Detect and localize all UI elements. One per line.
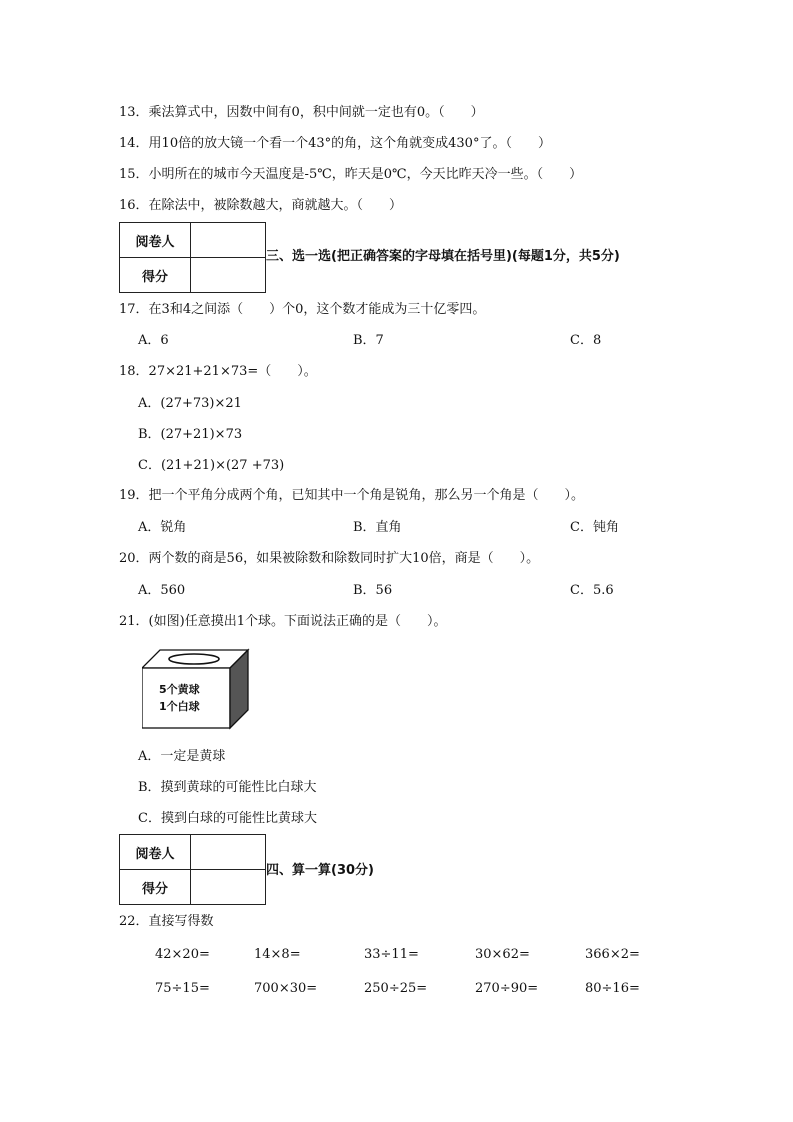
calc-item: 80÷16= (585, 981, 640, 996)
grader-table (119, 834, 266, 905)
question-22 (119, 913, 214, 931)
question-number: 15． (119, 167, 149, 182)
option-a: A．(27+73)×21 (138, 396, 242, 411)
question-number: 18． (119, 364, 149, 379)
ball-box-figure (142, 648, 252, 730)
question-number: 16． (119, 198, 149, 213)
option-c: C．钝角 (570, 520, 619, 535)
figure-label-yellow: 5个黄球 (159, 683, 200, 696)
question-text: 乘法算式中，因数中间有0，积中间就一定也有0。（ ） (148, 105, 484, 120)
question-text: 两个数的商是56，如果被除数和除数同时扩大10倍，商是（ ）。 (148, 551, 540, 566)
option-a: A．560 (138, 583, 186, 598)
score-label: 得分 (120, 870, 191, 905)
question-text: 用10倍的放大镜一个看一个43°的角，这个角就变成430°了。（ ） (148, 136, 551, 151)
question-13 (119, 104, 484, 122)
option-b: B．摸到黄球的可能性比白球大 (138, 780, 317, 795)
calc-item: 75÷15= (155, 981, 210, 996)
option-c: C．摸到白球的可能性比黄球大 (138, 811, 317, 826)
question-15 (119, 166, 582, 184)
question-14 (119, 135, 551, 153)
question-text: 在除法中，被除数越大，商就越大。（ ） (148, 198, 403, 213)
section-3-title: 三、选一选(把正确答案的字母填在括号里)(每题1分，共5分) (266, 249, 620, 264)
option-a: A．一定是黄球 (138, 749, 226, 764)
question-number: 14． (119, 136, 149, 151)
question-number: 21． (119, 614, 149, 629)
question-19 (119, 487, 584, 505)
grader-field (191, 223, 266, 258)
option-b: B．直角 (353, 520, 402, 535)
question-text: 把一个平角分成两个角，已知其中一个角是锐角，那么另一个角是（ ）。 (148, 488, 585, 503)
question-16 (119, 197, 402, 215)
question-text: (如图)任意摸出1个球。下面说法正确的是（ ）。 (148, 614, 447, 629)
calc-item: 33÷11= (364, 947, 419, 962)
option-c: C．(21+21)×(27 +73) (138, 458, 285, 473)
question-text: 小明所在的城市今天温度是-5℃，昨天是0℃，今天比昨天冷一些。（ ） (148, 167, 583, 182)
score-field (191, 870, 266, 905)
calc-item: 250÷25= (364, 981, 428, 996)
score-label: 得分 (120, 258, 191, 293)
option-c: C．8 (570, 333, 602, 348)
calc-item: 270÷90= (475, 981, 539, 996)
score-field (191, 258, 266, 293)
question-number: 20． (119, 551, 149, 566)
option-b: B．(27+21)×73 (138, 427, 243, 442)
question-text: 在3和4之间添（ ）个0，这个数才能成为三十亿零四。 (148, 302, 486, 317)
grader-label: 阅卷人 (120, 835, 191, 870)
question-text: 27×21+21×73=（ ）。 (148, 364, 317, 379)
box-front-face (142, 668, 230, 728)
calc-item: 42×20= (155, 947, 210, 962)
grader-table (119, 222, 266, 293)
calc-item: 366×2= (585, 947, 640, 962)
question-number: 22． (119, 914, 149, 929)
option-b: B．7 (353, 333, 384, 348)
question-number: 19． (119, 488, 149, 503)
calc-item: 14×8= (254, 947, 301, 962)
option-c: C．5.6 (570, 583, 614, 598)
option-a: A．6 (138, 333, 169, 348)
grader-field (191, 835, 266, 870)
option-b: B．56 (353, 583, 393, 598)
question-20 (119, 550, 539, 568)
question-18 (119, 363, 317, 381)
calc-item: 700×30= (254, 981, 318, 996)
section-4-title: 四、算一算(30分) (266, 863, 374, 878)
calc-item: 30×62= (475, 947, 530, 962)
question-text: 直接写得数 (148, 914, 214, 929)
question-21 (119, 613, 446, 631)
question-number: 17． (119, 302, 149, 317)
grader-label: 阅卷人 (120, 223, 191, 258)
figure-label-white: 1个白球 (159, 700, 200, 713)
question-number: 13． (119, 105, 149, 120)
question-17 (119, 301, 485, 319)
option-a: A．锐角 (138, 520, 187, 535)
